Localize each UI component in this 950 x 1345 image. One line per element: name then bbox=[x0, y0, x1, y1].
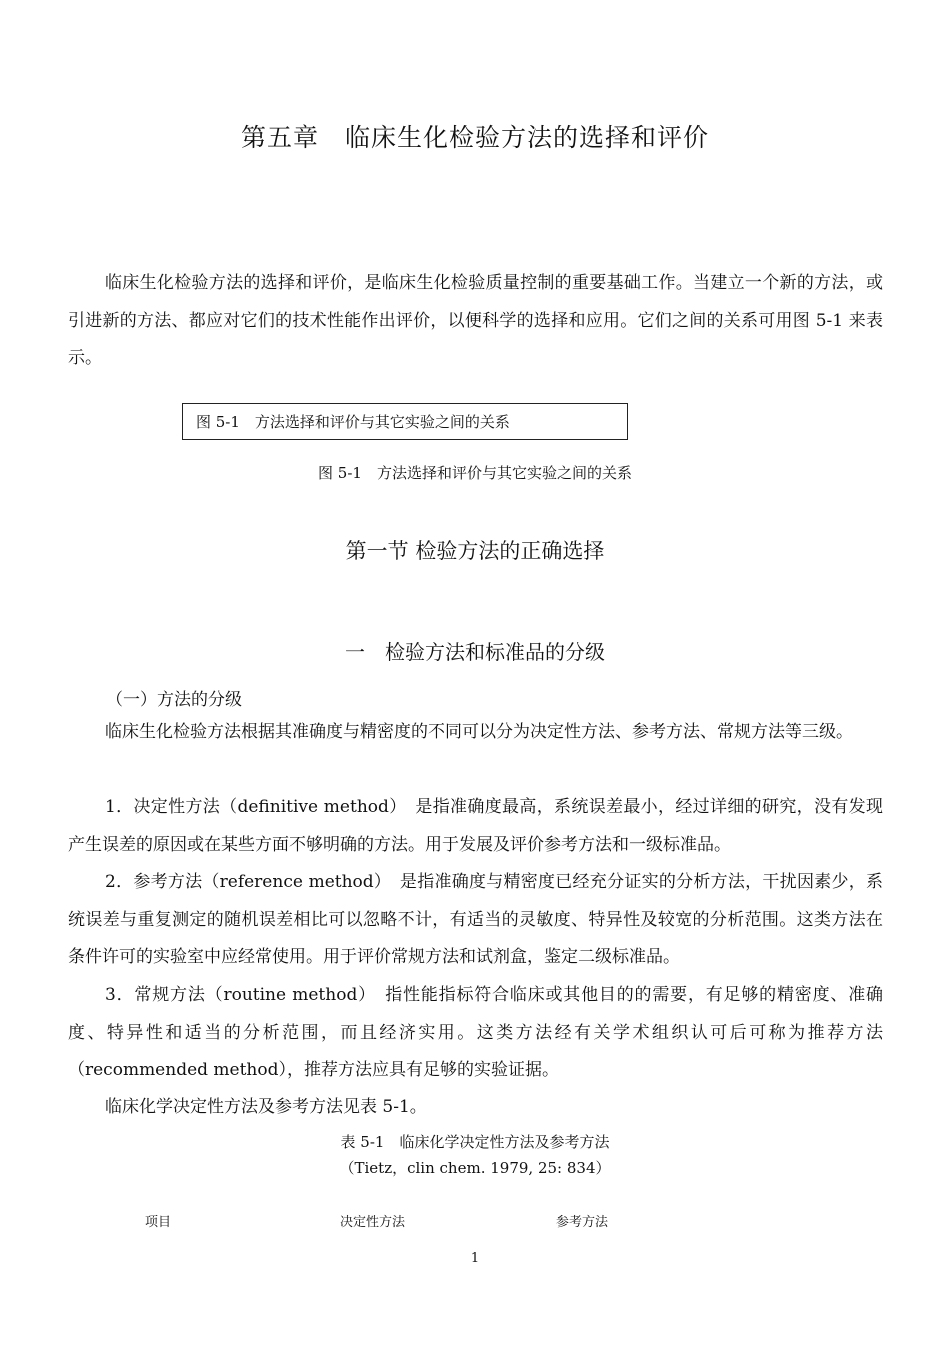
table-header-item: 项目 bbox=[145, 1215, 172, 1230]
intro-paragraph: 临床生化检验方法的选择和评价，是临床生化检验质量控制的重要基础工作。当建立一个新的方法，或引进新的方法、都应对它们的技术性能作出评价，以便科学的选择和应用。它们之间的关系可用图 5-1 来表示。 bbox=[68, 273, 883, 369]
body-paragraph: 1．决定性方法（definitive method） 是指准确度最高，系统误差最小，经过详细的研究，没有发现产生误差的原因或在某些方面不够明确的方法。用于发展及评价参考方法和一级标准品。 bbox=[68, 797, 883, 855]
table-header-reference: 参考方法 bbox=[556, 1215, 609, 1230]
section-title: 第一节 检验方法的正确选择 bbox=[345, 539, 605, 563]
figure-placeholder-box: 图 5-1 方法选择和评价与其它实验之间的关系 bbox=[182, 403, 628, 440]
body-paragraph: 2．参考方法（reference method） 是指准确度与精密度已经充分证实的分析方法，干扰因素少，系统误差与重复测定的随机误差相比可以忽略不计，有适当的灵敏度、特异性及较宽的分析范围。这类方法在条件许可的实验室中应经常使用。用于评价常规方法和试剂盒，鉴定二级标准品。 bbox=[68, 872, 883, 968]
table-header-definitive: 决定性方法 bbox=[340, 1215, 406, 1230]
subsection-title: 一 检验方法和标准品的分级 bbox=[345, 640, 605, 664]
chapter-title: 第五章 临床生化检验方法的选择和评价 bbox=[240, 123, 709, 152]
page-number: 1 bbox=[470, 1251, 480, 1266]
body-paragraph: 3．常规方法（routine method） 指性能指标符合临床或其他目的的需要，有足够的精密度、准确度、特异性和适当的分析范围，而且经济实用。这类方法经有关学术组织认可后可称为推荐方法（recommended method），推荐方法应具有足够的实验证据。 bbox=[68, 985, 883, 1081]
table-caption: 表 5-1 临床化学决定性方法及参考方法 bbox=[340, 1133, 610, 1151]
table-source: （Tietz，clin chem. 1979, 25: 834） bbox=[339, 1159, 611, 1177]
subsubsection-title: （一）方法的分级 bbox=[106, 690, 242, 710]
body-paragraph: 临床化学决定性方法及参考方法见表 5-1。 bbox=[105, 1097, 427, 1117]
figure-caption: 图 5-1 方法选择和评价与其它实验之间的关系 bbox=[318, 464, 632, 482]
body-paragraph: 临床生化检验方法根据其准确度与精密度的不同可以分为决定性方法、参考方法、常规方法等三级。 bbox=[105, 722, 853, 742]
